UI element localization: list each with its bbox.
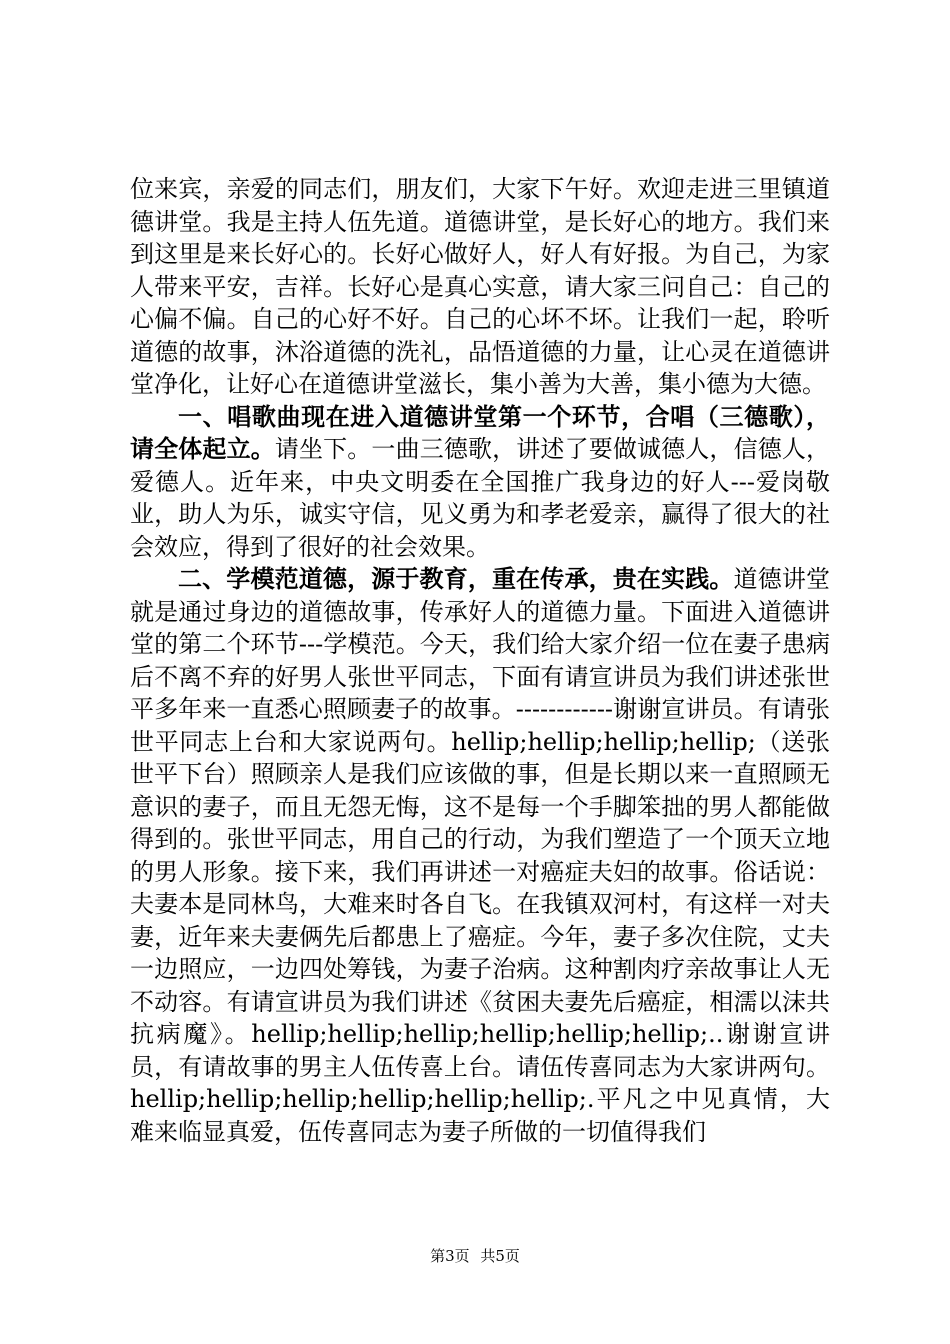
paragraph-text: 位来宾，亲爱的同志们，朋友们，大家下午好。欢迎走进三里镇道德讲堂。我是主持人伍先道。道德讲堂，是长好心的地方。我们来到这里是来长好心的。长好心做好人，好人有好报。为自己，为家人带来平安，吉祥。长好心是真心实意，请大家三问自己：自己的心偏不偏。自己的心好不好。自己的心坏不坏。让我们一起，聆听道德的故事，沐浴道德的洗礼，品悟道德的力量，让心灵在道德讲堂净化，让好心在道德讲堂滋长，集小善为大善，集小德为大德。 <box>130 175 830 398</box>
paragraph-section-sing <box>130 401 830 564</box>
paragraph-section-model <box>130 563 830 1148</box>
paragraph-opening <box>130 173 830 401</box>
page-number: 第3页 <box>430 1247 470 1265</box>
document-body <box>130 173 830 1148</box>
section-heading-model: 二、学模范道德，源于教育，重在传承，贵在实践。 <box>178 564 734 593</box>
page-footer <box>0 1245 950 1266</box>
section-heading-sing: 一、唱歌曲现在进入道德讲堂第一个环节，合唱（三德歌），请全体起立。 <box>130 401 830 463</box>
page-total: 共5页 <box>480 1247 520 1265</box>
paragraph-text: 道德讲堂就是通过身边的道德故事，传承好人的道德力量。下面进入道德讲堂的第二个环节---学模范。今天，我们给大家介绍一位在妻子患病后不离不弃的好男人张世平同志，下面有请宣讲员为我们讲述张世平多年来一直悉心照顾妻子的故事。------------谢谢宣讲员。有请张世平同志上台和大家说两句。hellip;hellip;hellip;hellip;（送张世平下台）照顾亲人是我们应该做的事，但是长期以来一直照顾无意识的妻子，而且无怨无悔，这不是每一个手脚笨拙的男人都能做得到的。张世平同志，用自己的行动，为我们塑造了一个顶天立地的男人形象。接下来，我们再讲述一对癌症夫妇的故事。俗话说：夫妻本是同林鸟，大难来时各自飞。在我镇双河村，有这样一对夫妻，近年来夫妻俩先后都患上了癌症。今年，妻子多次住院，丈夫一边照应，一边四处筹钱，为妻子治病。这种割肉疗亲故事让人无不动容。有请宣讲员为我们讲述《贫困夫妻先后癌症，相濡以沫共抗病魔》。hellip;hellip;hellip;hellip;hellip;hellip;..谢谢宣讲员，有请故事的男主人伍传喜上台。请伍传喜同志为大家讲两句。hellip;hellip;hellip;hellip;hellip;hellip;.平凡之中见真情，大难来临显真爱，伍传喜同志为妻子所做的一切值得我们 <box>130 565 831 1146</box>
paragraph-text: 请坐下。一曲三德歌，讲述了要做诚德人，信德人，爱德人。近年来，中央文明委在全国推广我身边的好人---爱岗敬业，助人为乐，诚实守信，见义勇为和孝老爱亲，赢得了很大的社会效应，得到了很好的社会效果。 <box>130 435 831 561</box>
